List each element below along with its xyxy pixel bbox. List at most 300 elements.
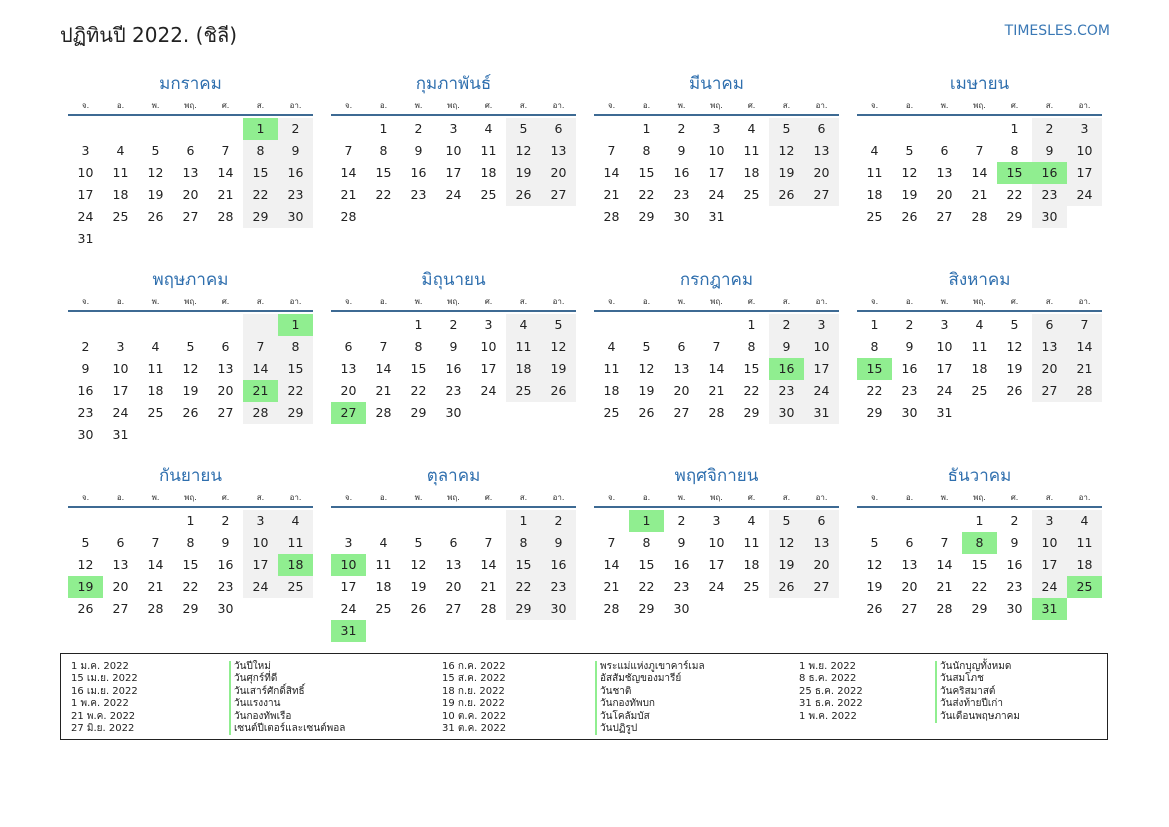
day-cell[interactable]: 26 (866, 601, 883, 616)
day-cell[interactable]: 28 (936, 601, 953, 616)
day-cell[interactable]: 2 (677, 513, 686, 528)
day-cell[interactable]: 21 (603, 579, 620, 594)
day-cell[interactable]: 9 (1032, 140, 1067, 162)
day-cell[interactable]: 21 (243, 380, 278, 402)
day-cell[interactable]: 14 (480, 557, 497, 572)
day-cell[interactable]: 23 (77, 405, 94, 420)
day-cell[interactable]: 22 (1006, 187, 1023, 202)
day-cell[interactable]: 16 (673, 165, 690, 180)
day-cell[interactable]: 20 (1032, 358, 1067, 380)
day-cell[interactable]: 23 (1032, 184, 1067, 206)
day-cell[interactable]: 9 (769, 336, 804, 358)
day-cell[interactable]: 5 (769, 118, 804, 140)
day-cell[interactable]: 13 (1032, 336, 1067, 358)
day-cell[interactable]: 26 (410, 601, 427, 616)
day-cell[interactable]: 24 (1032, 576, 1067, 598)
day-cell[interactable]: 20 (182, 187, 199, 202)
day-cell[interactable]: 29 (638, 209, 655, 224)
day-cell[interactable]: 13 (804, 140, 839, 162)
day-cell[interactable]: 2 (278, 118, 313, 140)
day-cell[interactable]: 17 (480, 361, 497, 376)
day-cell[interactable]: 6 (804, 118, 839, 140)
day-cell[interactable]: 18 (112, 187, 129, 202)
day-cell[interactable]: 13 (541, 140, 576, 162)
day-cell[interactable]: 9 (449, 339, 458, 354)
day-cell[interactable]: 19 (410, 579, 427, 594)
day-cell[interactable]: 24 (1067, 184, 1102, 206)
day-cell[interactable]: 26 (901, 209, 918, 224)
day-cell[interactable]: 14 (147, 557, 164, 572)
day-cell[interactable]: 6 (541, 118, 576, 140)
day-cell[interactable]: 29 (866, 405, 883, 420)
day-cell[interactable]: 17 (1032, 554, 1067, 576)
day-cell[interactable]: 11 (866, 165, 883, 180)
day-cell[interactable]: 28 (708, 405, 725, 420)
day-cell[interactable]: 5 (541, 314, 576, 336)
day-cell[interactable]: 18 (743, 557, 760, 572)
day-cell[interactable]: 15 (857, 358, 892, 380)
day-cell[interactable]: 16 (77, 383, 94, 398)
day-cell[interactable]: 17 (708, 165, 725, 180)
day-cell[interactable]: 11 (375, 557, 392, 572)
day-cell[interactable]: 14 (243, 358, 278, 380)
day-cell[interactable]: 3 (940, 317, 949, 332)
day-cell[interactable]: 9 (541, 532, 576, 554)
day-cell[interactable]: 5 (905, 143, 914, 158)
day-cell[interactable]: 25 (278, 576, 313, 598)
day-cell[interactable]: 9 (81, 361, 90, 376)
day-cell[interactable]: 9 (414, 143, 423, 158)
day-cell[interactable]: 31 (112, 427, 129, 442)
day-cell[interactable]: 24 (77, 209, 94, 224)
day-cell[interactable]: 7 (221, 143, 230, 158)
day-cell[interactable]: 19 (901, 187, 918, 202)
day-cell[interactable]: 6 (221, 339, 230, 354)
day-cell[interactable]: 12 (541, 336, 576, 358)
day-cell[interactable]: 4 (1067, 510, 1102, 532)
day-cell[interactable]: 19 (68, 576, 103, 598)
day-cell[interactable]: 17 (1067, 162, 1102, 184)
day-cell[interactable]: 13 (182, 165, 199, 180)
day-cell[interactable]: 10 (112, 361, 129, 376)
day-cell[interactable]: 4 (278, 510, 313, 532)
day-cell[interactable]: 23 (217, 579, 234, 594)
day-cell[interactable]: 24 (708, 187, 725, 202)
day-cell[interactable]: 4 (975, 317, 984, 332)
day-cell[interactable]: 12 (769, 140, 804, 162)
day-cell[interactable]: 12 (182, 361, 199, 376)
day-cell[interactable]: 30 (77, 427, 94, 442)
day-cell[interactable]: 23 (673, 579, 690, 594)
day-cell[interactable]: 8 (243, 140, 278, 162)
day-cell[interactable]: 28 (1067, 380, 1102, 402)
day-cell[interactable]: 17 (340, 579, 357, 594)
day-cell[interactable]: 6 (116, 535, 125, 550)
day-cell[interactable]: 20 (340, 383, 357, 398)
day-cell[interactable]: 25 (112, 209, 129, 224)
day-cell[interactable]: 15 (638, 557, 655, 572)
day-cell[interactable]: 7 (607, 143, 616, 158)
day-cell[interactable]: 18 (278, 554, 313, 576)
day-cell[interactable]: 30 (1032, 206, 1067, 228)
day-cell[interactable]: 19 (541, 358, 576, 380)
day-cell[interactable]: 3 (484, 317, 493, 332)
day-cell[interactable]: 25 (603, 405, 620, 420)
day-cell[interactable]: 4 (870, 143, 879, 158)
day-cell[interactable]: 2 (1032, 118, 1067, 140)
day-cell[interactable]: 15 (638, 165, 655, 180)
day-cell[interactable]: 25 (743, 579, 760, 594)
day-cell[interactable]: 12 (77, 557, 94, 572)
day-cell[interactable]: 29 (971, 601, 988, 616)
day-cell[interactable]: 11 (278, 532, 313, 554)
day-cell[interactable]: 8 (506, 532, 541, 554)
day-cell[interactable]: 18 (971, 361, 988, 376)
day-cell[interactable]: 22 (638, 579, 655, 594)
day-cell[interactable]: 27 (112, 601, 129, 616)
day-cell[interactable]: 25 (866, 209, 883, 224)
day-cell[interactable]: 23 (541, 576, 576, 598)
day-cell[interactable]: 12 (1006, 339, 1023, 354)
day-cell[interactable]: 7 (151, 535, 160, 550)
day-cell[interactable]: 22 (410, 383, 427, 398)
day-cell[interactable]: 29 (743, 405, 760, 420)
day-cell[interactable]: 24 (445, 187, 462, 202)
day-cell[interactable]: 29 (243, 206, 278, 228)
day-cell[interactable]: 26 (769, 576, 804, 598)
day-cell[interactable]: 3 (116, 339, 125, 354)
day-cell[interactable]: 27 (901, 601, 918, 616)
day-cell[interactable]: 15 (506, 554, 541, 576)
day-cell[interactable]: 20 (804, 162, 839, 184)
day-cell[interactable]: 12 (410, 557, 427, 572)
day-cell[interactable]: 14 (217, 165, 234, 180)
day-cell[interactable]: 19 (769, 554, 804, 576)
day-cell[interactable]: 13 (445, 557, 462, 572)
day-cell[interactable]: 10 (243, 532, 278, 554)
day-cell[interactable]: 28 (243, 402, 278, 424)
day-cell[interactable]: 14 (603, 557, 620, 572)
day-cell[interactable]: 25 (375, 601, 392, 616)
day-cell[interactable]: 18 (506, 358, 541, 380)
day-cell[interactable]: 28 (375, 405, 392, 420)
day-cell[interactable]: 21 (480, 579, 497, 594)
day-cell[interactable]: 20 (901, 579, 918, 594)
day-cell[interactable]: 29 (278, 402, 313, 424)
day-cell[interactable]: 26 (506, 184, 541, 206)
day-cell[interactable]: 22 (375, 187, 392, 202)
day-cell[interactable]: 10 (1067, 140, 1102, 162)
day-cell[interactable]: 23 (445, 383, 462, 398)
day-cell[interactable]: 2 (541, 510, 576, 532)
day-cell[interactable]: 4 (506, 314, 541, 336)
day-cell[interactable]: 27 (1032, 380, 1067, 402)
day-cell[interactable]: 10 (331, 554, 366, 576)
day-cell[interactable]: 12 (769, 532, 804, 554)
day-cell[interactable]: 19 (147, 187, 164, 202)
day-cell[interactable]: 3 (1032, 510, 1067, 532)
day-cell[interactable]: 9 (221, 535, 230, 550)
day-cell[interactable]: 1 (379, 121, 388, 136)
day-cell[interactable]: 22 (243, 184, 278, 206)
day-cell[interactable]: 9 (278, 140, 313, 162)
day-cell[interactable]: 5 (414, 535, 423, 550)
day-cell[interactable]: 8 (747, 339, 756, 354)
day-cell[interactable]: 6 (677, 339, 686, 354)
day-cell[interactable]: 4 (151, 339, 160, 354)
day-cell[interactable]: 15 (375, 165, 392, 180)
day-cell[interactable]: 17 (708, 557, 725, 572)
day-cell[interactable]: 5 (642, 339, 651, 354)
day-cell[interactable]: 16 (1006, 557, 1023, 572)
day-cell[interactable]: 21 (147, 579, 164, 594)
day-cell[interactable]: 23 (410, 187, 427, 202)
day-cell[interactable]: 22 (506, 576, 541, 598)
day-cell[interactable]: 27 (182, 209, 199, 224)
day-cell[interactable]: 15 (243, 162, 278, 184)
day-cell[interactable]: 10 (1032, 532, 1067, 554)
day-cell[interactable]: 15 (743, 361, 760, 376)
day-cell[interactable]: 27 (217, 405, 234, 420)
day-cell[interactable]: 5 (769, 510, 804, 532)
day-cell[interactable]: 12 (147, 165, 164, 180)
day-cell[interactable]: 9 (1010, 535, 1019, 550)
day-cell[interactable]: 23 (901, 383, 918, 398)
day-cell[interactable]: 12 (866, 557, 883, 572)
day-cell[interactable]: 29 (182, 601, 199, 616)
day-cell[interactable]: 24 (708, 579, 725, 594)
day-cell[interactable]: 17 (445, 165, 462, 180)
day-cell[interactable]: 31 (708, 209, 725, 224)
day-cell[interactable]: 2 (449, 317, 458, 332)
day-cell[interactable]: 25 (971, 383, 988, 398)
day-cell[interactable]: 13 (936, 165, 953, 180)
day-cell[interactable]: 27 (331, 402, 366, 424)
day-cell[interactable]: 15 (971, 557, 988, 572)
day-cell[interactable]: 11 (603, 361, 620, 376)
day-cell[interactable]: 10 (936, 339, 953, 354)
day-cell[interactable]: 24 (804, 380, 839, 402)
day-cell[interactable]: 11 (971, 339, 988, 354)
day-cell[interactable]: 1 (414, 317, 423, 332)
day-cell[interactable]: 16 (1032, 162, 1067, 184)
day-cell[interactable]: 29 (638, 601, 655, 616)
day-cell[interactable]: 28 (147, 601, 164, 616)
day-cell[interactable]: 30 (278, 206, 313, 228)
day-cell[interactable]: 24 (243, 576, 278, 598)
day-cell[interactable]: 9 (905, 339, 914, 354)
day-cell[interactable]: 14 (603, 165, 620, 180)
day-cell[interactable]: 4 (747, 513, 756, 528)
day-cell[interactable]: 22 (866, 383, 883, 398)
day-cell[interactable]: 31 (331, 620, 366, 642)
day-cell[interactable]: 9 (677, 535, 686, 550)
day-cell[interactable]: 18 (603, 383, 620, 398)
day-cell[interactable]: 16 (445, 361, 462, 376)
day-cell[interactable]: 19 (769, 162, 804, 184)
day-cell[interactable]: 17 (243, 554, 278, 576)
day-cell[interactable]: 13 (673, 361, 690, 376)
day-cell[interactable]: 16 (673, 557, 690, 572)
day-cell[interactable]: 11 (147, 361, 164, 376)
day-cell[interactable]: 7 (1067, 314, 1102, 336)
day-cell[interactable]: 11 (506, 336, 541, 358)
day-cell[interactable]: 20 (936, 187, 953, 202)
day-cell[interactable]: 21 (217, 187, 234, 202)
day-cell[interactable]: 25 (506, 380, 541, 402)
day-cell[interactable]: 21 (1067, 358, 1102, 380)
day-cell[interactable]: 22 (638, 187, 655, 202)
day-cell[interactable]: 10 (708, 535, 725, 550)
day-cell[interactable]: 21 (708, 383, 725, 398)
day-cell[interactable]: 15 (182, 557, 199, 572)
day-cell[interactable]: 1 (506, 510, 541, 532)
day-cell[interactable]: 10 (77, 165, 94, 180)
day-cell[interactable]: 14 (340, 165, 357, 180)
day-cell[interactable]: 6 (804, 510, 839, 532)
day-cell[interactable]: 19 (506, 162, 541, 184)
day-cell[interactable]: 1 (642, 121, 651, 136)
day-cell[interactable]: 28 (480, 601, 497, 616)
day-cell[interactable]: 2 (81, 339, 90, 354)
day-cell[interactable]: 11 (743, 143, 760, 158)
day-cell[interactable]: 14 (971, 165, 988, 180)
day-cell[interactable]: 12 (506, 140, 541, 162)
day-cell[interactable]: 2 (1010, 513, 1019, 528)
day-cell[interactable]: 27 (445, 601, 462, 616)
day-cell[interactable]: 15 (997, 162, 1032, 184)
day-cell[interactable]: 29 (1006, 209, 1023, 224)
day-cell[interactable]: 8 (379, 143, 388, 158)
day-cell[interactable]: 28 (217, 209, 234, 224)
day-cell[interactable]: 7 (379, 339, 388, 354)
day-cell[interactable]: 14 (708, 361, 725, 376)
day-cell[interactable]: 16 (410, 165, 427, 180)
day-cell[interactable]: 27 (804, 184, 839, 206)
day-cell[interactable]: 1 (747, 317, 756, 332)
day-cell[interactable]: 28 (971, 209, 988, 224)
day-cell[interactable]: 6 (1032, 314, 1067, 336)
day-cell[interactable]: 6 (449, 535, 458, 550)
day-cell[interactable]: 2 (677, 121, 686, 136)
day-cell[interactable]: 4 (747, 121, 756, 136)
day-cell[interactable]: 26 (147, 209, 164, 224)
day-cell[interactable]: 21 (936, 579, 953, 594)
day-cell[interactable]: 27 (804, 576, 839, 598)
day-cell[interactable]: 3 (243, 510, 278, 532)
day-cell[interactable]: 16 (217, 557, 234, 572)
day-cell[interactable]: 23 (1006, 579, 1023, 594)
day-cell[interactable]: 20 (112, 579, 129, 594)
day-cell[interactable]: 18 (147, 383, 164, 398)
day-cell[interactable]: 11 (480, 143, 497, 158)
day-cell[interactable]: 7 (344, 143, 353, 158)
day-cell[interactable]: 26 (769, 184, 804, 206)
day-cell[interactable]: 1 (243, 118, 278, 140)
day-cell[interactable]: 18 (1067, 554, 1102, 576)
day-cell[interactable]: 12 (901, 165, 918, 180)
day-cell[interactable]: 30 (673, 601, 690, 616)
day-cell[interactable]: 20 (804, 554, 839, 576)
day-cell[interactable]: 29 (410, 405, 427, 420)
day-cell[interactable]: 21 (375, 383, 392, 398)
day-cell[interactable]: 7 (940, 535, 949, 550)
day-cell[interactable]: 27 (541, 184, 576, 206)
day-cell[interactable]: 19 (1006, 361, 1023, 376)
day-cell[interactable]: 28 (340, 209, 357, 224)
day-cell[interactable]: 18 (743, 165, 760, 180)
day-cell[interactable]: 16 (769, 358, 804, 380)
day-cell[interactable]: 3 (712, 513, 721, 528)
day-cell[interactable]: 8 (642, 143, 651, 158)
day-cell[interactable]: 19 (638, 383, 655, 398)
day-cell[interactable]: 2 (769, 314, 804, 336)
day-cell[interactable]: 22 (743, 383, 760, 398)
day-cell[interactable]: 24 (112, 405, 129, 420)
day-cell[interactable]: 22 (182, 579, 199, 594)
day-cell[interactable]: 10 (708, 143, 725, 158)
day-cell[interactable]: 4 (379, 535, 388, 550)
day-cell[interactable]: 26 (182, 405, 199, 420)
day-cell[interactable]: 2 (221, 513, 230, 528)
day-cell[interactable]: 31 (936, 405, 953, 420)
day-cell[interactable]: 5 (870, 535, 879, 550)
day-cell[interactable]: 31 (804, 402, 839, 424)
day-cell[interactable]: 7 (607, 535, 616, 550)
day-cell[interactable]: 26 (638, 405, 655, 420)
day-cell[interactable]: 23 (673, 187, 690, 202)
day-cell[interactable]: 10 (480, 339, 497, 354)
day-cell[interactable]: 1 (186, 513, 195, 528)
day-cell[interactable]: 15 (410, 361, 427, 376)
day-cell[interactable]: 19 (866, 579, 883, 594)
day-cell[interactable]: 21 (971, 187, 988, 202)
day-cell[interactable]: 22 (971, 579, 988, 594)
day-cell[interactable]: 5 (506, 118, 541, 140)
day-cell[interactable]: 24 (480, 383, 497, 398)
day-cell[interactable]: 3 (804, 314, 839, 336)
day-cell[interactable]: 13 (804, 532, 839, 554)
day-cell[interactable]: 15 (278, 358, 313, 380)
day-cell[interactable]: 11 (1067, 532, 1102, 554)
day-cell[interactable]: 24 (340, 601, 357, 616)
day-cell[interactable]: 1 (629, 510, 664, 532)
day-cell[interactable]: 1 (870, 317, 879, 332)
day-cell[interactable]: 22 (278, 380, 313, 402)
day-cell[interactable]: 6 (940, 143, 949, 158)
day-cell[interactable]: 5 (1010, 317, 1019, 332)
day-cell[interactable]: 18 (375, 579, 392, 594)
day-cell[interactable]: 12 (638, 361, 655, 376)
day-cell[interactable]: 8 (1010, 143, 1019, 158)
day-cell[interactable]: 17 (112, 383, 129, 398)
day-cell[interactable]: 30 (1006, 601, 1023, 616)
day-cell[interactable]: 25 (743, 187, 760, 202)
day-cell[interactable]: 3 (344, 535, 353, 550)
day-cell[interactable]: 1 (1010, 121, 1019, 136)
day-cell[interactable]: 4 (607, 339, 616, 354)
day-cell[interactable]: 5 (81, 535, 90, 550)
day-cell[interactable]: 28 (603, 209, 620, 224)
day-cell[interactable]: 26 (541, 380, 576, 402)
day-cell[interactable]: 23 (278, 184, 313, 206)
day-cell[interactable]: 8 (414, 339, 423, 354)
day-cell[interactable]: 20 (217, 383, 234, 398)
day-cell[interactable]: 13 (112, 557, 129, 572)
day-cell[interactable]: 13 (340, 361, 357, 376)
day-cell[interactable]: 8 (962, 532, 997, 554)
day-cell[interactable]: 16 (278, 162, 313, 184)
